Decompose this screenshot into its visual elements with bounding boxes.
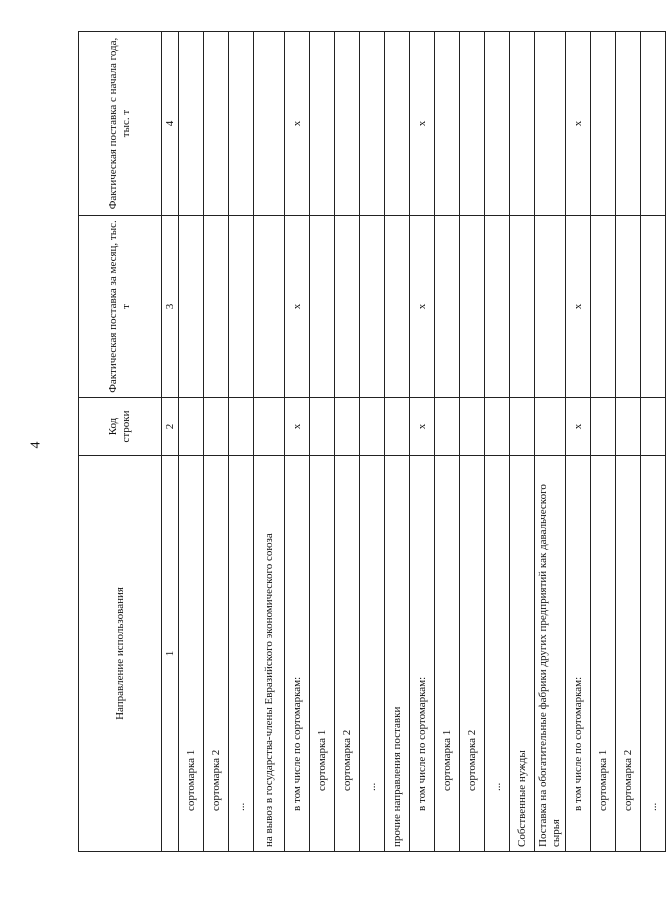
table-row — [310, 32, 335, 852]
row-month-value — [485, 216, 510, 398]
row-code — [335, 398, 360, 456]
row-code — [179, 398, 204, 456]
row-month-value — [335, 216, 360, 398]
row-month-value — [310, 216, 335, 398]
row-label: ... — [641, 456, 666, 852]
row-month-value: х — [410, 216, 435, 398]
table-row — [566, 32, 591, 852]
row-code — [510, 398, 535, 456]
row-month-value — [535, 216, 566, 398]
row-ytd-value — [335, 32, 360, 216]
table-row — [179, 32, 204, 852]
row-label: сортомарка 2 — [460, 456, 485, 852]
row-code — [641, 398, 666, 456]
page-number: 4 — [28, 441, 44, 449]
row-code — [310, 398, 335, 456]
column-index: 2 — [162, 398, 179, 456]
row-month-value — [641, 216, 666, 398]
table-row — [460, 32, 485, 852]
column-index-row — [162, 32, 179, 852]
row-month-value — [204, 216, 229, 398]
header-line-code: Код строки — [79, 398, 162, 456]
table-row — [335, 32, 360, 852]
row-label: сортомарка 2 — [204, 456, 229, 852]
row-month-value — [229, 216, 254, 398]
row-month-value — [360, 216, 385, 398]
table-row — [285, 32, 310, 852]
table-row — [229, 32, 254, 852]
row-ytd-value — [435, 32, 460, 216]
row-ytd-value — [510, 32, 535, 216]
row-ytd-value: х — [566, 32, 591, 216]
row-ytd-value — [229, 32, 254, 216]
row-month-value — [179, 216, 204, 398]
row-ytd-value — [204, 32, 229, 216]
row-ytd-value — [360, 32, 385, 216]
row-month-value — [591, 216, 616, 398]
rotated-table-container — [78, 32, 659, 852]
row-code — [591, 398, 616, 456]
table-body — [179, 32, 666, 852]
row-label: Поставка на обогатительные фабрики других предприятий как давальческого сырья — [535, 456, 566, 852]
row-ytd-value — [535, 32, 566, 216]
row-label: сортомарка 1 — [310, 456, 335, 852]
row-code — [460, 398, 485, 456]
row-label: сортомарка 2 — [616, 456, 641, 852]
header-row — [79, 32, 162, 852]
row-code — [616, 398, 641, 456]
row-code — [485, 398, 510, 456]
row-ytd-value — [616, 32, 641, 216]
row-label: ... — [360, 456, 385, 852]
row-month-value — [460, 216, 485, 398]
row-label: прочие направления поставки — [385, 456, 410, 852]
row-month-value — [254, 216, 285, 398]
header-month-supply: Фактическая поставка за месяц, тыс. т — [79, 216, 162, 398]
row-month-value: х — [285, 216, 310, 398]
row-ytd-value — [179, 32, 204, 216]
row-code — [254, 398, 285, 456]
row-code: х — [285, 398, 310, 456]
table-row — [254, 32, 285, 852]
row-code — [435, 398, 460, 456]
row-ytd-value — [641, 32, 666, 216]
row-code — [385, 398, 410, 456]
row-month-value — [435, 216, 460, 398]
row-code — [229, 398, 254, 456]
table-row — [485, 32, 510, 852]
table-row — [535, 32, 566, 852]
row-ytd-value — [310, 32, 335, 216]
row-ytd-value — [591, 32, 616, 216]
table-row — [641, 32, 666, 852]
supply-table — [78, 31, 666, 852]
table-row — [360, 32, 385, 852]
row-ytd-value: х — [410, 32, 435, 216]
row-code — [204, 398, 229, 456]
row-label: в том числе по сортомаркам: — [285, 456, 310, 852]
row-month-value — [510, 216, 535, 398]
table-row — [616, 32, 641, 852]
row-ytd-value — [460, 32, 485, 216]
column-index: 3 — [162, 216, 179, 398]
table-row — [204, 32, 229, 852]
column-index: 4 — [162, 32, 179, 216]
row-label: сортомарка 1 — [591, 456, 616, 852]
column-index: 1 — [162, 456, 179, 852]
row-month-value: х — [566, 216, 591, 398]
row-code — [535, 398, 566, 456]
row-code: х — [566, 398, 591, 456]
row-label: на вывоз в государства-члены Евразийского экономического союза — [254, 456, 285, 852]
row-label: ... — [485, 456, 510, 852]
row-code — [360, 398, 385, 456]
row-label: сортомарка 2 — [335, 456, 360, 852]
row-ytd-value: х — [285, 32, 310, 216]
row-code: х — [410, 398, 435, 456]
table-row — [385, 32, 410, 852]
header-usage-direction: Направление использования — [79, 456, 162, 852]
row-label: ... — [229, 456, 254, 852]
table-row — [591, 32, 616, 852]
row-month-value — [616, 216, 641, 398]
row-label: сортомарка 1 — [435, 456, 460, 852]
table-row — [510, 32, 535, 852]
table-row — [435, 32, 460, 852]
row-label: сортомарка 1 — [179, 456, 204, 852]
header-ytd-supply: Фактическая поставка с начала года, тыс. т — [79, 32, 162, 216]
row-ytd-value — [385, 32, 410, 216]
row-ytd-value — [254, 32, 285, 216]
row-month-value — [385, 216, 410, 398]
row-label: в том числе по сортомаркам: — [566, 456, 591, 852]
row-ytd-value — [485, 32, 510, 216]
row-label: Собственные нужды — [510, 456, 535, 852]
table-row — [410, 32, 435, 852]
row-label: в том числе по сортомаркам: — [410, 456, 435, 852]
